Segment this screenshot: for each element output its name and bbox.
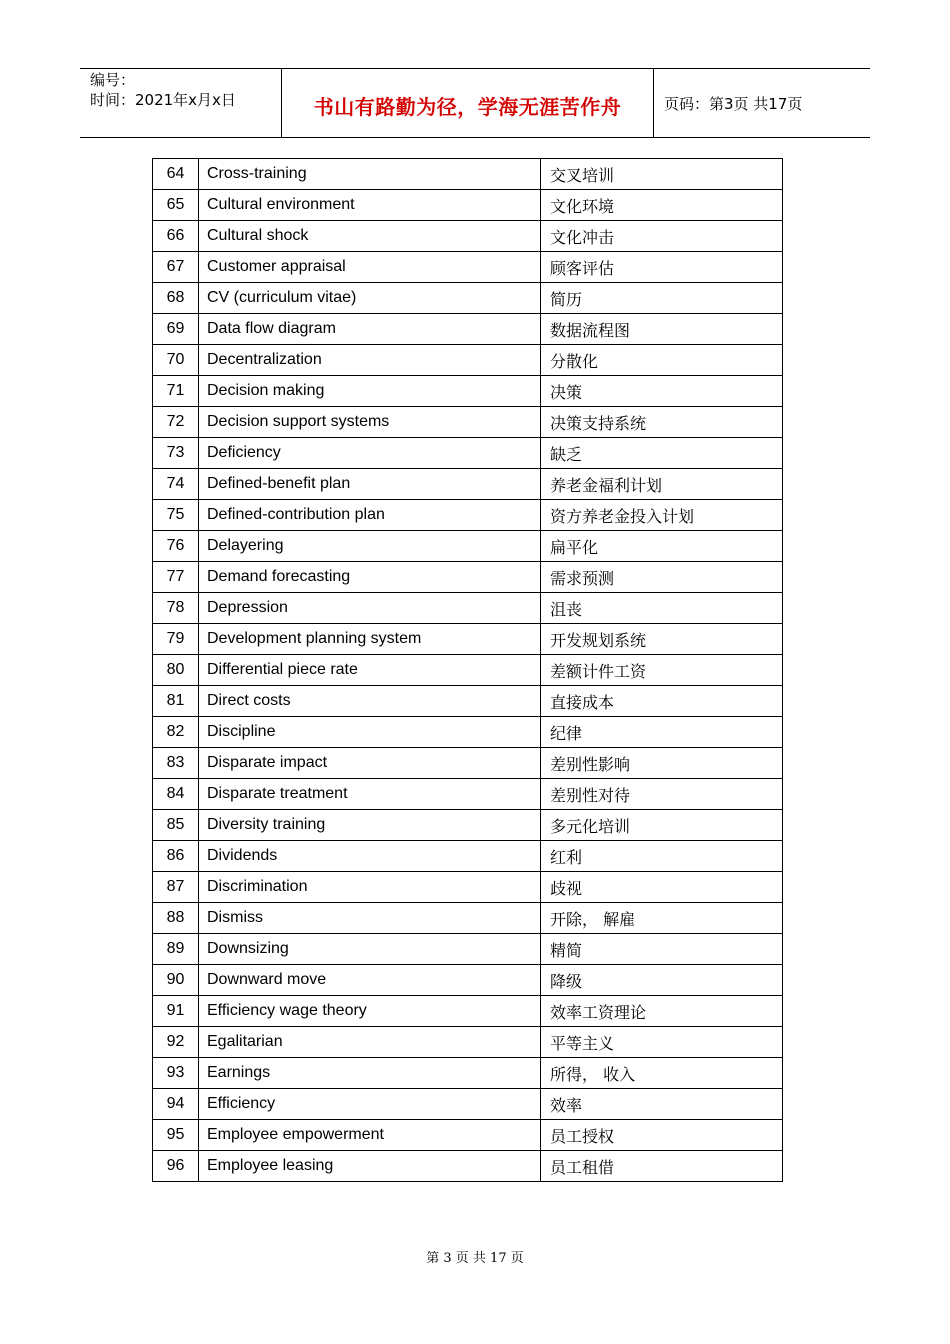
term-chinese: 数据流程图 (541, 314, 783, 345)
table-row (153, 686, 783, 717)
term-chinese: 所得， 收入 (541, 1058, 783, 1089)
term-english: Decentralization (199, 345, 541, 376)
term-english: Decision making (199, 376, 541, 407)
term-number: 70 (153, 345, 199, 376)
table-row (153, 593, 783, 624)
term-number: 67 (153, 252, 199, 283)
term-english: Diversity training (199, 810, 541, 841)
term-chinese: 文化冲击 (541, 221, 783, 252)
term-english: Data flow diagram (199, 314, 541, 345)
glossary-table (152, 158, 783, 1182)
term-number: 66 (153, 221, 199, 252)
table-row (153, 748, 783, 779)
term-number: 75 (153, 500, 199, 531)
term-chinese: 直接成本 (541, 686, 783, 717)
term-english: Downward move (199, 965, 541, 996)
table-row (153, 283, 783, 314)
term-number: 89 (153, 934, 199, 965)
table-row (153, 1120, 783, 1151)
term-number: 88 (153, 903, 199, 934)
term-number: 68 (153, 283, 199, 314)
term-chinese: 需求预测 (541, 562, 783, 593)
term-number: 81 (153, 686, 199, 717)
term-number: 80 (153, 655, 199, 686)
table-row (153, 903, 783, 934)
term-english: Egalitarian (199, 1027, 541, 1058)
term-chinese: 缺乏 (541, 438, 783, 469)
table-row (153, 717, 783, 748)
term-number: 85 (153, 810, 199, 841)
term-number: 95 (153, 1120, 199, 1151)
term-chinese: 精简 (541, 934, 783, 965)
term-chinese: 多元化培训 (541, 810, 783, 841)
term-chinese: 资方养老金投入计划 (541, 500, 783, 531)
term-chinese: 差别性影响 (541, 748, 783, 779)
term-english: Demand forecasting (199, 562, 541, 593)
term-chinese: 简历 (541, 283, 783, 314)
term-english: Deficiency (199, 438, 541, 469)
term-english: Cultural environment (199, 190, 541, 221)
term-english: Efficiency (199, 1089, 541, 1120)
time-label: 时间：2021年x月x日 (90, 91, 236, 109)
term-chinese: 文化环境 (541, 190, 783, 221)
term-english: Depression (199, 593, 541, 624)
term-chinese: 平等主义 (541, 1027, 783, 1058)
term-number: 82 (153, 717, 199, 748)
term-number: 96 (153, 1151, 199, 1182)
term-chinese: 纪律 (541, 717, 783, 748)
term-chinese: 开除， 解雇 (541, 903, 783, 934)
term-english: Delayering (199, 531, 541, 562)
table-row (153, 655, 783, 686)
table-row (153, 1151, 783, 1182)
table-row (153, 438, 783, 469)
term-english: Employee leasing (199, 1151, 541, 1182)
table-row (153, 810, 783, 841)
term-english: Differential piece rate (199, 655, 541, 686)
table-row (153, 872, 783, 903)
term-number: 71 (153, 376, 199, 407)
table-row (153, 500, 783, 531)
term-english: Downsizing (199, 934, 541, 965)
table-row (153, 1027, 783, 1058)
term-number: 64 (153, 159, 199, 190)
header-motto: 书山有路勤为径，学海无涯苦作舟 (282, 69, 654, 137)
page-header (80, 68, 870, 138)
term-english: CV (curriculum vitae) (199, 283, 541, 314)
table-row (153, 996, 783, 1027)
term-chinese: 交叉培训 (541, 159, 783, 190)
term-number: 91 (153, 996, 199, 1027)
table-row (153, 159, 783, 190)
table-row (153, 1058, 783, 1089)
term-chinese: 降级 (541, 965, 783, 996)
term-number: 79 (153, 624, 199, 655)
table-row (153, 531, 783, 562)
table-row (153, 345, 783, 376)
term-number: 93 (153, 1058, 199, 1089)
term-english: Dividends (199, 841, 541, 872)
term-number: 69 (153, 314, 199, 345)
table-row (153, 965, 783, 996)
term-english: Decision support systems (199, 407, 541, 438)
term-english: Development planning system (199, 624, 541, 655)
term-number: 78 (153, 593, 199, 624)
term-number: 87 (153, 872, 199, 903)
term-chinese: 决策支持系统 (541, 407, 783, 438)
term-english: Disparate impact (199, 748, 541, 779)
term-english: Discrimination (199, 872, 541, 903)
term-chinese: 员工租借 (541, 1151, 783, 1182)
term-number: 83 (153, 748, 199, 779)
term-number: 90 (153, 965, 199, 996)
table-row (153, 934, 783, 965)
table-row (153, 779, 783, 810)
term-english: Cross-training (199, 159, 541, 190)
table-row (153, 190, 783, 221)
table-row (153, 469, 783, 500)
term-number: 65 (153, 190, 199, 221)
term-chinese: 员工授权 (541, 1120, 783, 1151)
table-row (153, 407, 783, 438)
term-number: 92 (153, 1027, 199, 1058)
term-english: Earnings (199, 1058, 541, 1089)
term-chinese: 效率 (541, 1089, 783, 1120)
term-english: Defined-benefit plan (199, 469, 541, 500)
table-row (153, 841, 783, 872)
term-chinese: 差额计件工资 (541, 655, 783, 686)
term-number: 73 (153, 438, 199, 469)
term-chinese: 顾客评估 (541, 252, 783, 283)
term-chinese: 分散化 (541, 345, 783, 376)
term-english: Discipline (199, 717, 541, 748)
term-english: Cultural shock (199, 221, 541, 252)
table-row (153, 624, 783, 655)
term-number: 86 (153, 841, 199, 872)
term-chinese: 沮丧 (541, 593, 783, 624)
term-chinese: 红利 (541, 841, 783, 872)
term-chinese: 差别性对待 (541, 779, 783, 810)
term-english: Defined-contribution plan (199, 500, 541, 531)
term-chinese: 扁平化 (541, 531, 783, 562)
term-english: Employee empowerment (199, 1120, 541, 1151)
page-footer: 第 3 页 共 17 页 (426, 1251, 524, 1266)
term-number: 94 (153, 1089, 199, 1120)
term-chinese: 养老金福利计划 (541, 469, 783, 500)
term-number: 84 (153, 779, 199, 810)
term-chinese: 歧视 (541, 872, 783, 903)
term-number: 77 (153, 562, 199, 593)
term-number: 76 (153, 531, 199, 562)
glossary-table-body (153, 159, 783, 1182)
table-row (153, 314, 783, 345)
header-meta (80, 69, 282, 137)
term-number: 74 (153, 469, 199, 500)
table-row (153, 1089, 783, 1120)
table-row (153, 562, 783, 593)
term-chinese: 开发规划系统 (541, 624, 783, 655)
term-english: Disparate treatment (199, 779, 541, 810)
term-english: Direct costs (199, 686, 541, 717)
number-label: 编号： (90, 71, 136, 89)
table-row (153, 221, 783, 252)
term-chinese: 效率工资理论 (541, 996, 783, 1027)
table-row (153, 376, 783, 407)
term-english: Efficiency wage theory (199, 996, 541, 1027)
header-page-info: 页码：第3页 共17页 (664, 94, 803, 113)
term-number: 72 (153, 407, 199, 438)
term-english: Dismiss (199, 903, 541, 934)
table-row (153, 252, 783, 283)
term-chinese: 决策 (541, 376, 783, 407)
term-english: Customer appraisal (199, 252, 541, 283)
